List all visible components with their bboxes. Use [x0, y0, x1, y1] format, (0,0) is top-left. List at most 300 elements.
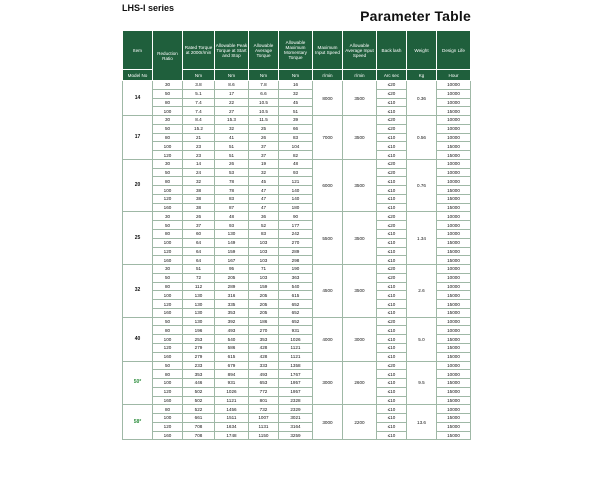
- rated-torque-cell: 23: [183, 142, 215, 151]
- peak-torque-cell: 22: [215, 98, 249, 107]
- model-no: 25: [134, 234, 141, 241]
- design-life-cell: 10000: [437, 177, 471, 186]
- momentary-torque-cell: 82: [279, 151, 313, 160]
- rated-torque-cell: 38: [183, 203, 215, 212]
- peak-torque-cell: 41: [215, 133, 249, 142]
- peak-torque-cell: 51: [215, 151, 249, 160]
- momentary-torque-cell: 66: [279, 124, 313, 133]
- design-life-cell: 15000: [437, 107, 471, 116]
- momentary-torque-cell: 652: [279, 308, 313, 317]
- momentary-torque-cell: 363: [279, 273, 313, 282]
- model-no-cell: [123, 265, 153, 318]
- unit-life: Hour: [437, 70, 471, 81]
- table-row: [123, 159, 471, 168]
- rated-torque-cell: 38: [183, 194, 215, 203]
- ratio-cell: 100: [153, 186, 183, 195]
- rated-torque-cell: 37: [183, 221, 215, 230]
- backlash-cell: ≤10: [377, 282, 407, 291]
- peak-torque-cell: 32: [215, 124, 249, 133]
- header-backlash: Back lash: [377, 31, 407, 70]
- design-life-cell: 15000: [437, 422, 471, 431]
- max-input-speed-cell: 8000: [313, 81, 343, 116]
- design-life-cell: 10000: [437, 370, 471, 379]
- backlash-cell: ≤10: [377, 370, 407, 379]
- model-no: 20: [134, 182, 141, 189]
- design-life-cell: 15000: [437, 291, 471, 300]
- peak-torque-cell: 149: [215, 238, 249, 247]
- design-life-cell: 15000: [437, 352, 471, 361]
- backlash-cell: ≤10: [377, 379, 407, 388]
- avg-torque-cell: 52: [249, 221, 279, 230]
- rated-torque-cell: 14: [183, 159, 215, 168]
- avg-torque-cell: 7.8: [249, 81, 279, 90]
- model-no: 32: [134, 287, 141, 294]
- design-life-cell: 10000: [437, 317, 471, 326]
- header-item: Item: [133, 47, 142, 53]
- avg-torque-cell: 83: [249, 230, 279, 239]
- avg-torque-cell: 270: [249, 326, 279, 335]
- backlash-cell: ≤10: [377, 98, 407, 107]
- peak-torque-cell: 167: [215, 256, 249, 265]
- table-row: [123, 405, 471, 414]
- peak-torque-cell: 8.6: [215, 81, 249, 90]
- ratio-cell: 160: [153, 352, 183, 361]
- design-life-cell: 15000: [437, 335, 471, 344]
- ratio-cell: 160: [153, 396, 183, 405]
- peak-torque-cell: 159: [215, 247, 249, 256]
- header-model-no: Model No: [123, 70, 153, 81]
- avg-torque-cell: 10.5: [249, 98, 279, 107]
- momentary-torque-cell: 652: [279, 317, 313, 326]
- design-life-cell: 15000: [437, 142, 471, 151]
- momentary-torque-cell: 93: [279, 168, 313, 177]
- design-life-cell: 10000: [437, 212, 471, 221]
- design-life-cell: 10000: [437, 221, 471, 230]
- peak-torque-cell: 679: [215, 361, 249, 370]
- avg-torque-cell: 103: [249, 247, 279, 256]
- design-life-cell: 10000: [437, 116, 471, 125]
- backlash-cell: ≤10: [377, 194, 407, 203]
- rated-torque-cell: 7.4: [183, 98, 215, 107]
- momentary-torque-cell: 289: [279, 247, 313, 256]
- avg-torque-cell: 37: [249, 151, 279, 160]
- header-max-input-speed: Maximum Input Speed: [313, 31, 343, 70]
- table-row: [123, 361, 471, 370]
- max-input-speed-cell: 4500: [313, 265, 343, 318]
- peak-torque-cell: 1121: [215, 396, 249, 405]
- backlash-cell: ≤10: [377, 230, 407, 239]
- design-life-cell: 10000: [437, 326, 471, 335]
- peak-torque-cell: 586: [215, 343, 249, 352]
- backlash-cell: ≤20: [377, 273, 407, 282]
- peak-torque-cell: 615: [215, 352, 249, 361]
- momentary-torque-cell: 1121: [279, 352, 313, 361]
- unit-backlash: Arc sec: [377, 70, 407, 81]
- ratio-cell: 30: [153, 81, 183, 90]
- model-no-cell: [123, 212, 153, 265]
- design-life-cell: 15000: [437, 387, 471, 396]
- peak-torque-cell: 26: [215, 159, 249, 168]
- ratio-cell: 30: [153, 212, 183, 221]
- rated-torque-cell: 446: [183, 379, 215, 388]
- design-life-cell: 15000: [437, 379, 471, 388]
- design-life-cell: 15000: [437, 343, 471, 352]
- ratio-cell: 30: [153, 116, 183, 125]
- ratio-cell: 80: [153, 177, 183, 186]
- backlash-cell: ≤10: [377, 326, 407, 335]
- model-star: *: [139, 379, 142, 386]
- rated-torque-cell: 708: [183, 422, 215, 431]
- design-life-cell: 10000: [437, 273, 471, 282]
- avg-torque-cell: 186: [249, 317, 279, 326]
- avg-torque-cell: 103: [249, 273, 279, 282]
- peak-torque-cell: 27: [215, 107, 249, 116]
- avg-torque-cell: 205: [249, 300, 279, 309]
- peak-torque-cell: 15.3: [215, 116, 249, 125]
- rated-torque-cell: 708: [183, 431, 215, 440]
- rated-torque-cell: 279: [183, 352, 215, 361]
- design-life-cell: 15000: [437, 194, 471, 203]
- momentary-torque-cell: 39: [279, 116, 313, 125]
- model-no-cell: [123, 116, 153, 160]
- header-rated-torque: Rated Torque at 2000r/min: [183, 31, 215, 70]
- design-life-cell: 15000: [437, 396, 471, 405]
- backlash-cell: ≤20: [377, 265, 407, 274]
- table-row: [123, 81, 471, 90]
- weight-cell: 1.34: [407, 212, 437, 265]
- backlash-cell: ≤10: [377, 300, 407, 309]
- model-no: 40: [134, 335, 141, 342]
- rated-torque-cell: 72: [183, 273, 215, 282]
- rated-torque-cell: 8.4: [183, 116, 215, 125]
- avg-input-speed-cell: 3500: [343, 212, 377, 265]
- design-life-cell: 15000: [437, 431, 471, 440]
- ratio-cell: 100: [153, 291, 183, 300]
- avg-torque-cell: 47: [249, 203, 279, 212]
- backlash-cell: ≤10: [377, 133, 407, 142]
- design-life-cell: 15000: [437, 151, 471, 160]
- peak-torque-cell: 316: [215, 291, 249, 300]
- ratio-cell: 100: [153, 414, 183, 423]
- avg-torque-cell: 801: [249, 396, 279, 405]
- momentary-torque-cell: 32: [279, 89, 313, 98]
- avg-torque-cell: 6.6: [249, 89, 279, 98]
- avg-input-speed-cell: 3000: [343, 317, 377, 361]
- ratio-cell: 80: [153, 230, 183, 239]
- max-input-speed-cell: 3000: [313, 405, 343, 440]
- rated-torque-cell: 130: [183, 308, 215, 317]
- avg-torque-cell: 103: [249, 256, 279, 265]
- rated-torque-cell: 130: [183, 291, 215, 300]
- avg-torque-cell: 353: [249, 335, 279, 344]
- backlash-cell: ≤10: [377, 107, 407, 116]
- series-label: LHS-I series: [122, 3, 175, 13]
- backlash-cell: ≤10: [377, 142, 407, 151]
- momentary-torque-cell: 1358: [279, 361, 313, 370]
- ratio-cell: 120: [153, 247, 183, 256]
- backlash-cell: ≤10: [377, 414, 407, 423]
- momentary-torque-cell: 3259: [279, 431, 313, 440]
- backlash-cell: ≤20: [377, 81, 407, 90]
- rated-torque-cell: 253: [183, 335, 215, 344]
- momentary-torque-cell: 298: [279, 256, 313, 265]
- momentary-torque-cell: 931: [279, 326, 313, 335]
- design-life-cell: 15000: [437, 300, 471, 309]
- ratio-cell: 50: [153, 317, 183, 326]
- design-life-cell: 10000: [437, 89, 471, 98]
- avg-torque-cell: 772: [249, 387, 279, 396]
- page-title: Parameter Table: [360, 8, 471, 24]
- avg-torque-cell: 25: [249, 124, 279, 133]
- momentary-torque-cell: 2329: [279, 405, 313, 414]
- avg-torque-cell: 10.5: [249, 107, 279, 116]
- backlash-cell: ≤10: [377, 177, 407, 186]
- peak-torque-cell: 95: [215, 265, 249, 274]
- backlash-cell: ≤20: [377, 89, 407, 98]
- avg-input-speed-cell: 2200: [343, 405, 377, 440]
- ratio-cell: 80: [153, 98, 183, 107]
- ratio-cell: 80: [153, 133, 183, 142]
- momentary-torque-cell: 104: [279, 142, 313, 151]
- rated-torque-cell: 21: [183, 133, 215, 142]
- rated-torque-cell: 64: [183, 238, 215, 247]
- header-reduction-ratio: Reduction Ratio: [153, 31, 183, 81]
- momentary-torque-cell: 190: [279, 265, 313, 274]
- rated-torque-cell: 3.8: [183, 81, 215, 90]
- avg-torque-cell: 1007: [249, 414, 279, 423]
- backlash-cell: ≤20: [377, 361, 407, 370]
- design-life-cell: 15000: [437, 308, 471, 317]
- rated-torque-cell: 112: [183, 282, 215, 291]
- ratio-cell: 30: [153, 159, 183, 168]
- peak-torque-cell: 93: [215, 221, 249, 230]
- rated-torque-cell: 60: [183, 230, 215, 239]
- design-life-cell: 10000: [437, 282, 471, 291]
- backlash-cell: ≤20: [377, 168, 407, 177]
- momentary-torque-cell: 16: [279, 81, 313, 90]
- momentary-torque-cell: 1121: [279, 343, 313, 352]
- momentary-torque-cell: 1767: [279, 370, 313, 379]
- rated-torque-cell: 502: [183, 387, 215, 396]
- avg-torque-cell: 103: [249, 238, 279, 247]
- header-peak-torque: Allowable Peak Torque at Start and Stop: [215, 31, 249, 70]
- peak-torque-cell: 205: [215, 273, 249, 282]
- ratio-cell: 80: [153, 405, 183, 414]
- peak-torque-cell: 87: [215, 203, 249, 212]
- ratio-cell: 100: [153, 335, 183, 344]
- momentary-torque-cell: 3164: [279, 422, 313, 431]
- momentary-torque-cell: 615: [279, 291, 313, 300]
- unit-momentary: Nm: [279, 70, 313, 81]
- model-no: 14: [134, 94, 141, 101]
- peak-torque-cell: 540: [215, 335, 249, 344]
- momentary-torque-cell: 51: [279, 107, 313, 116]
- backlash-cell: ≤20: [377, 317, 407, 326]
- design-life-cell: 10000: [437, 405, 471, 414]
- avg-torque-cell: 32: [249, 168, 279, 177]
- momentary-torque-cell: 540: [279, 282, 313, 291]
- ratio-cell: 80: [153, 370, 183, 379]
- peak-torque-cell: 83: [215, 194, 249, 203]
- peak-torque-cell: 48: [215, 212, 249, 221]
- backlash-cell: ≤10: [377, 343, 407, 352]
- avg-torque-cell: 333: [249, 361, 279, 370]
- rated-torque-cell: 38: [183, 186, 215, 195]
- momentary-torque-cell: 1026: [279, 335, 313, 344]
- momentary-torque-cell: 140: [279, 194, 313, 203]
- avg-torque-cell: 45: [249, 177, 279, 186]
- unit-avg: Nm: [249, 70, 279, 81]
- peak-torque-cell: 353: [215, 308, 249, 317]
- ratio-cell: 100: [153, 107, 183, 116]
- peak-torque-cell: 1634: [215, 422, 249, 431]
- avg-torque-cell: 732: [249, 405, 279, 414]
- momentary-torque-cell: 652: [279, 300, 313, 309]
- ratio-cell: 50: [153, 361, 183, 370]
- rated-torque-cell: 130: [183, 300, 215, 309]
- max-input-speed-cell: 7000: [313, 116, 343, 160]
- backlash-cell: ≤20: [377, 212, 407, 221]
- design-life-cell: 15000: [437, 247, 471, 256]
- max-input-speed-cell: 5500: [313, 212, 343, 265]
- momentary-torque-cell: 177: [279, 221, 313, 230]
- backlash-cell: ≤20: [377, 221, 407, 230]
- ratio-cell: 50: [153, 273, 183, 282]
- model-no: 17: [134, 133, 141, 140]
- ratio-cell: 120: [153, 387, 183, 396]
- backlash-cell: ≤10: [377, 308, 407, 317]
- rated-torque-cell: 502: [183, 396, 215, 405]
- avg-torque-cell: 36: [249, 212, 279, 221]
- ratio-cell: 120: [153, 343, 183, 352]
- avg-torque-cell: 653: [249, 379, 279, 388]
- ratio-cell: 80: [153, 282, 183, 291]
- header-weight: Weight: [407, 31, 437, 70]
- max-input-speed-cell: 3000: [313, 361, 343, 405]
- rated-torque-cell: 26: [183, 212, 215, 221]
- ratio-cell: 120: [153, 300, 183, 309]
- peak-torque-cell: 1511: [215, 414, 249, 423]
- header-momentary-torque: Allowable Maximum Momentary Torque: [279, 31, 313, 70]
- ratio-cell: 120: [153, 422, 183, 431]
- parameter-table: [122, 30, 471, 440]
- model-no: 58: [133, 418, 140, 425]
- backlash-cell: ≤10: [377, 352, 407, 361]
- model-no-cell: [123, 405, 153, 440]
- design-life-cell: 10000: [437, 98, 471, 107]
- avg-torque-cell: 205: [249, 291, 279, 300]
- table-row: [123, 116, 471, 125]
- rated-torque-cell: 64: [183, 256, 215, 265]
- backlash-cell: ≤10: [377, 431, 407, 440]
- weight-cell: 2.6: [407, 265, 437, 318]
- design-life-cell: 10000: [437, 133, 471, 142]
- backlash-cell: ≤10: [377, 335, 407, 344]
- table-row: [123, 317, 471, 326]
- weight-cell: 9.5: [407, 361, 437, 405]
- ratio-cell: 160: [153, 256, 183, 265]
- avg-input-speed-cell: 3500: [343, 81, 377, 116]
- backlash-cell: ≤10: [377, 151, 407, 160]
- backlash-cell: ≤10: [377, 256, 407, 265]
- ratio-cell: 100: [153, 142, 183, 151]
- avg-torque-cell: 71: [249, 265, 279, 274]
- ratio-cell: 100: [153, 379, 183, 388]
- momentary-torque-cell: 45: [279, 98, 313, 107]
- avg-torque-cell: 37: [249, 142, 279, 151]
- design-life-cell: 15000: [437, 186, 471, 195]
- momentary-torque-cell: 140: [279, 186, 313, 195]
- design-life-cell: 10000: [437, 230, 471, 239]
- weight-cell: 0.56: [407, 116, 437, 160]
- ratio-cell: 50: [153, 168, 183, 177]
- peak-torque-cell: 493: [215, 326, 249, 335]
- rated-torque-cell: 32: [183, 177, 215, 186]
- ratio-cell: 160: [153, 431, 183, 440]
- rated-torque-cell: 5.1: [183, 89, 215, 98]
- design-life-cell: 15000: [437, 238, 471, 247]
- momentary-torque-cell: 2328: [279, 396, 313, 405]
- unit-avg-speed: r/min: [343, 70, 377, 81]
- unit-peak: Nm: [215, 70, 249, 81]
- design-life-cell: 10000: [437, 361, 471, 370]
- rated-torque-cell: 196: [183, 326, 215, 335]
- header-avg-torque: Allowable Average Torque: [249, 31, 279, 70]
- rated-torque-cell: 522: [183, 405, 215, 414]
- model-star: *: [139, 418, 142, 425]
- header-avg-input-speed: Allowable Average Input Speed: [343, 31, 377, 70]
- backlash-cell: ≤10: [377, 247, 407, 256]
- peak-torque-cell: 931: [215, 379, 249, 388]
- momentary-torque-cell: 121: [279, 177, 313, 186]
- backlash-cell: ≤10: [377, 238, 407, 247]
- unit-weight: Kg: [407, 70, 437, 81]
- rated-torque-cell: 279: [183, 343, 215, 352]
- avg-torque-cell: 47: [249, 186, 279, 195]
- weight-cell: 5.0: [407, 317, 437, 361]
- table-row: [123, 265, 471, 274]
- backlash-cell: ≤10: [377, 422, 407, 431]
- rated-torque-cell: 233: [183, 361, 215, 370]
- avg-torque-cell: 205: [249, 308, 279, 317]
- max-input-speed-cell: 4000: [313, 317, 343, 361]
- design-life-cell: 10000: [437, 159, 471, 168]
- peak-torque-cell: 53: [215, 168, 249, 177]
- table-row: [123, 212, 471, 221]
- design-life-cell: 15000: [437, 256, 471, 265]
- peak-torque-cell: 17: [215, 89, 249, 98]
- rated-torque-cell: 64: [183, 247, 215, 256]
- avg-torque-cell: 428: [249, 343, 279, 352]
- rated-torque-cell: 24: [183, 168, 215, 177]
- rated-torque-cell: 15.2: [183, 124, 215, 133]
- avg-torque-cell: 47: [249, 194, 279, 203]
- model-no: 50: [133, 379, 140, 386]
- rated-torque-cell: 7.4: [183, 107, 215, 116]
- peak-torque-cell: 1456: [215, 405, 249, 414]
- momentary-torque-cell: 1957: [279, 379, 313, 388]
- rated-torque-cell: 353: [183, 370, 215, 379]
- momentary-torque-cell: 242: [279, 230, 313, 239]
- momentary-torque-cell: 180: [279, 203, 313, 212]
- ratio-cell: 50: [153, 89, 183, 98]
- backlash-cell: ≤10: [377, 387, 407, 396]
- avg-torque-cell: 11.5: [249, 116, 279, 125]
- backlash-cell: ≤10: [377, 396, 407, 405]
- momentary-torque-cell: 1957: [279, 387, 313, 396]
- header-design-life: Design Life: [437, 31, 471, 70]
- peak-torque-cell: 335: [215, 300, 249, 309]
